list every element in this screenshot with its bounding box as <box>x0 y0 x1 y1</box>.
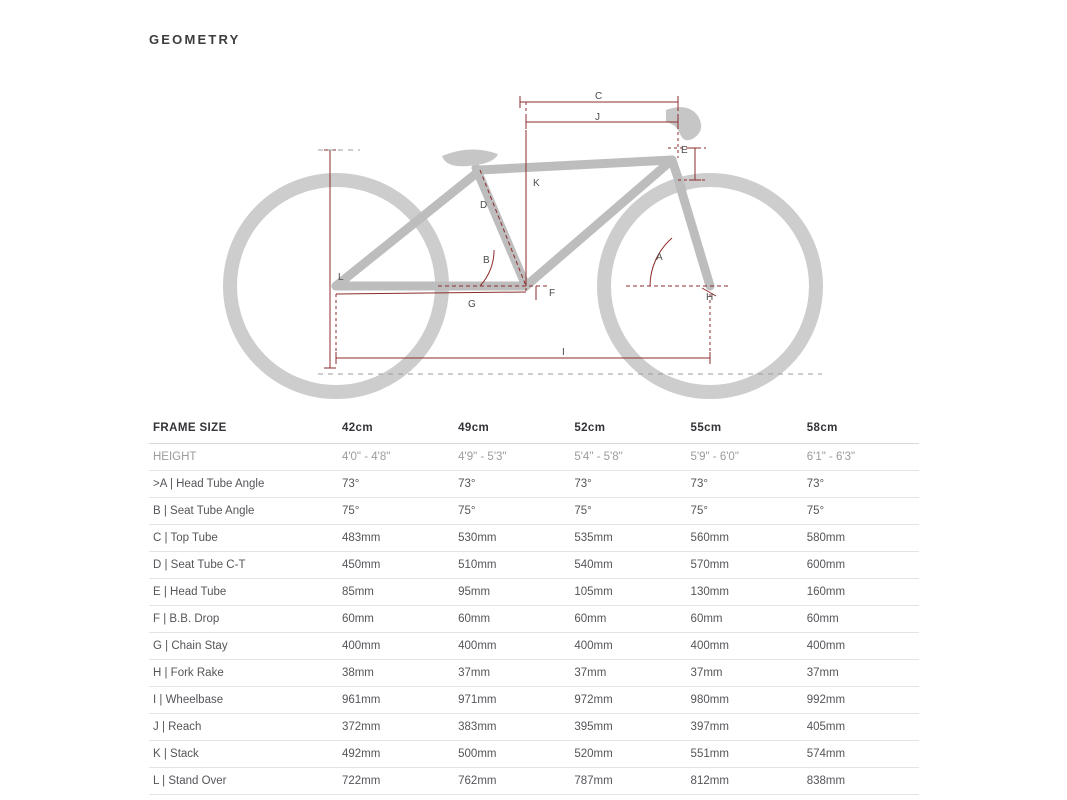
row-value: 160mm <box>803 579 919 606</box>
row-value: 75° <box>803 498 919 525</box>
letter-D: D <box>480 200 488 211</box>
row-value: 73° <box>687 471 803 498</box>
letter-H: H <box>706 292 714 303</box>
row-label: I | Wheelbase <box>149 687 338 714</box>
row-value: 37mm <box>687 660 803 687</box>
row-value: 580mm <box>803 525 919 552</box>
table-row <box>149 741 919 768</box>
table-header-row <box>149 415 919 444</box>
row-value: 510mm <box>454 552 570 579</box>
column-header-frame-size: FRAME SIZE <box>149 415 338 444</box>
row-value: 551mm <box>687 741 803 768</box>
row-value: 812mm <box>687 768 803 795</box>
table-row <box>149 471 919 498</box>
row-value: 492mm <box>338 741 454 768</box>
row-value: 60mm <box>338 606 454 633</box>
letter-G: G <box>468 299 476 310</box>
row-label: H | Fork Rake <box>149 660 338 687</box>
row-value: 570mm <box>687 552 803 579</box>
saddle <box>442 149 498 166</box>
row-value: 397mm <box>687 714 803 741</box>
table-row <box>149 687 919 714</box>
row-value: 4'0" - 4'8" <box>338 444 454 471</box>
bicycle-frame <box>336 160 710 286</box>
row-value: 38mm <box>338 660 454 687</box>
table-row <box>149 606 919 633</box>
row-value: 540mm <box>570 552 686 579</box>
row-value: 85mm <box>338 579 454 606</box>
row-value: 75° <box>570 498 686 525</box>
measurement-lines <box>324 96 730 368</box>
row-value: 37mm <box>803 660 919 687</box>
row-value: 400mm <box>570 633 686 660</box>
row-value: 980mm <box>687 687 803 714</box>
row-value: 60mm <box>454 606 570 633</box>
row-label: F | B.B. Drop <box>149 606 338 633</box>
row-value: 73° <box>338 471 454 498</box>
row-value: 73° <box>454 471 570 498</box>
table-row <box>149 444 919 471</box>
row-value: 400mm <box>454 633 570 660</box>
row-value: 105mm <box>570 579 686 606</box>
table-row <box>149 633 919 660</box>
row-value: 971mm <box>454 687 570 714</box>
bike-geometry-diagram <box>150 60 940 400</box>
table-row <box>149 714 919 741</box>
row-value: 75° <box>454 498 570 525</box>
row-value: 37mm <box>570 660 686 687</box>
row-value: 530mm <box>454 525 570 552</box>
row-value: 395mm <box>570 714 686 741</box>
row-label: >A | Head Tube Angle <box>149 471 338 498</box>
letter-F: F <box>549 288 556 299</box>
row-value: 787mm <box>570 768 686 795</box>
letter-I: I <box>562 347 565 358</box>
letter-A: A <box>656 252 663 263</box>
row-value: 972mm <box>570 687 686 714</box>
table-row <box>149 660 919 687</box>
table-head <box>149 415 919 444</box>
row-value: 383mm <box>454 714 570 741</box>
row-value: 574mm <box>803 741 919 768</box>
row-value: 4'9" - 5'3" <box>454 444 570 471</box>
row-value: 130mm <box>687 579 803 606</box>
row-value: 372mm <box>338 714 454 741</box>
page-title: GEOMETRY <box>149 32 241 47</box>
table-row <box>149 768 919 795</box>
letter-L: L <box>338 272 344 283</box>
row-value: 400mm <box>338 633 454 660</box>
row-value: 37mm <box>454 660 570 687</box>
row-value: 500mm <box>454 741 570 768</box>
row-label: J | Reach <box>149 714 338 741</box>
row-value: 73° <box>803 471 919 498</box>
row-value: 961mm <box>338 687 454 714</box>
row-label: E | Head Tube <box>149 579 338 606</box>
row-value: 483mm <box>338 525 454 552</box>
row-value: 5'9" - 6'0" <box>687 444 803 471</box>
row-value: 600mm <box>803 552 919 579</box>
row-value: 722mm <box>338 768 454 795</box>
column-header-size-3: 55cm <box>687 415 803 444</box>
row-label: C | Top Tube <box>149 525 338 552</box>
table-row <box>149 552 919 579</box>
table-row <box>149 525 919 552</box>
row-label: K | Stack <box>149 741 338 768</box>
row-value: 5'4" - 5'8" <box>570 444 686 471</box>
letter-E: E <box>681 145 688 156</box>
column-header-size-2: 52cm <box>570 415 686 444</box>
table-row <box>149 579 919 606</box>
row-value: 6'1" - 6'3" <box>803 444 919 471</box>
row-value: 838mm <box>803 768 919 795</box>
row-label: L | Stand Over <box>149 768 338 795</box>
row-value: 75° <box>687 498 803 525</box>
table-body <box>149 444 919 795</box>
row-value: 535mm <box>570 525 686 552</box>
table-row <box>149 498 919 525</box>
geometry-table <box>149 415 919 795</box>
row-value: 405mm <box>803 714 919 741</box>
column-header-size-1: 49cm <box>454 415 570 444</box>
letter-K: K <box>533 178 540 189</box>
row-value: 75° <box>338 498 454 525</box>
row-value: 450mm <box>338 552 454 579</box>
row-value: 95mm <box>454 579 570 606</box>
row-value: 520mm <box>570 741 686 768</box>
handlebar <box>666 107 701 140</box>
row-label: HEIGHT <box>149 444 338 471</box>
row-value: 560mm <box>687 525 803 552</box>
row-value: 60mm <box>803 606 919 633</box>
row-value: 400mm <box>803 633 919 660</box>
letter-B: B <box>483 255 490 266</box>
row-label: D | Seat Tube C-T <box>149 552 338 579</box>
row-value: 762mm <box>454 768 570 795</box>
row-value: 60mm <box>570 606 686 633</box>
column-header-size-0: 42cm <box>338 415 454 444</box>
row-value: 60mm <box>687 606 803 633</box>
row-value: 992mm <box>803 687 919 714</box>
column-header-size-4: 58cm <box>803 415 919 444</box>
letter-J: J <box>595 112 600 123</box>
row-value: 73° <box>570 471 686 498</box>
row-value: 400mm <box>687 633 803 660</box>
row-label: B | Seat Tube Angle <box>149 498 338 525</box>
letter-C: C <box>595 91 603 102</box>
row-label: G | Chain Stay <box>149 633 338 660</box>
